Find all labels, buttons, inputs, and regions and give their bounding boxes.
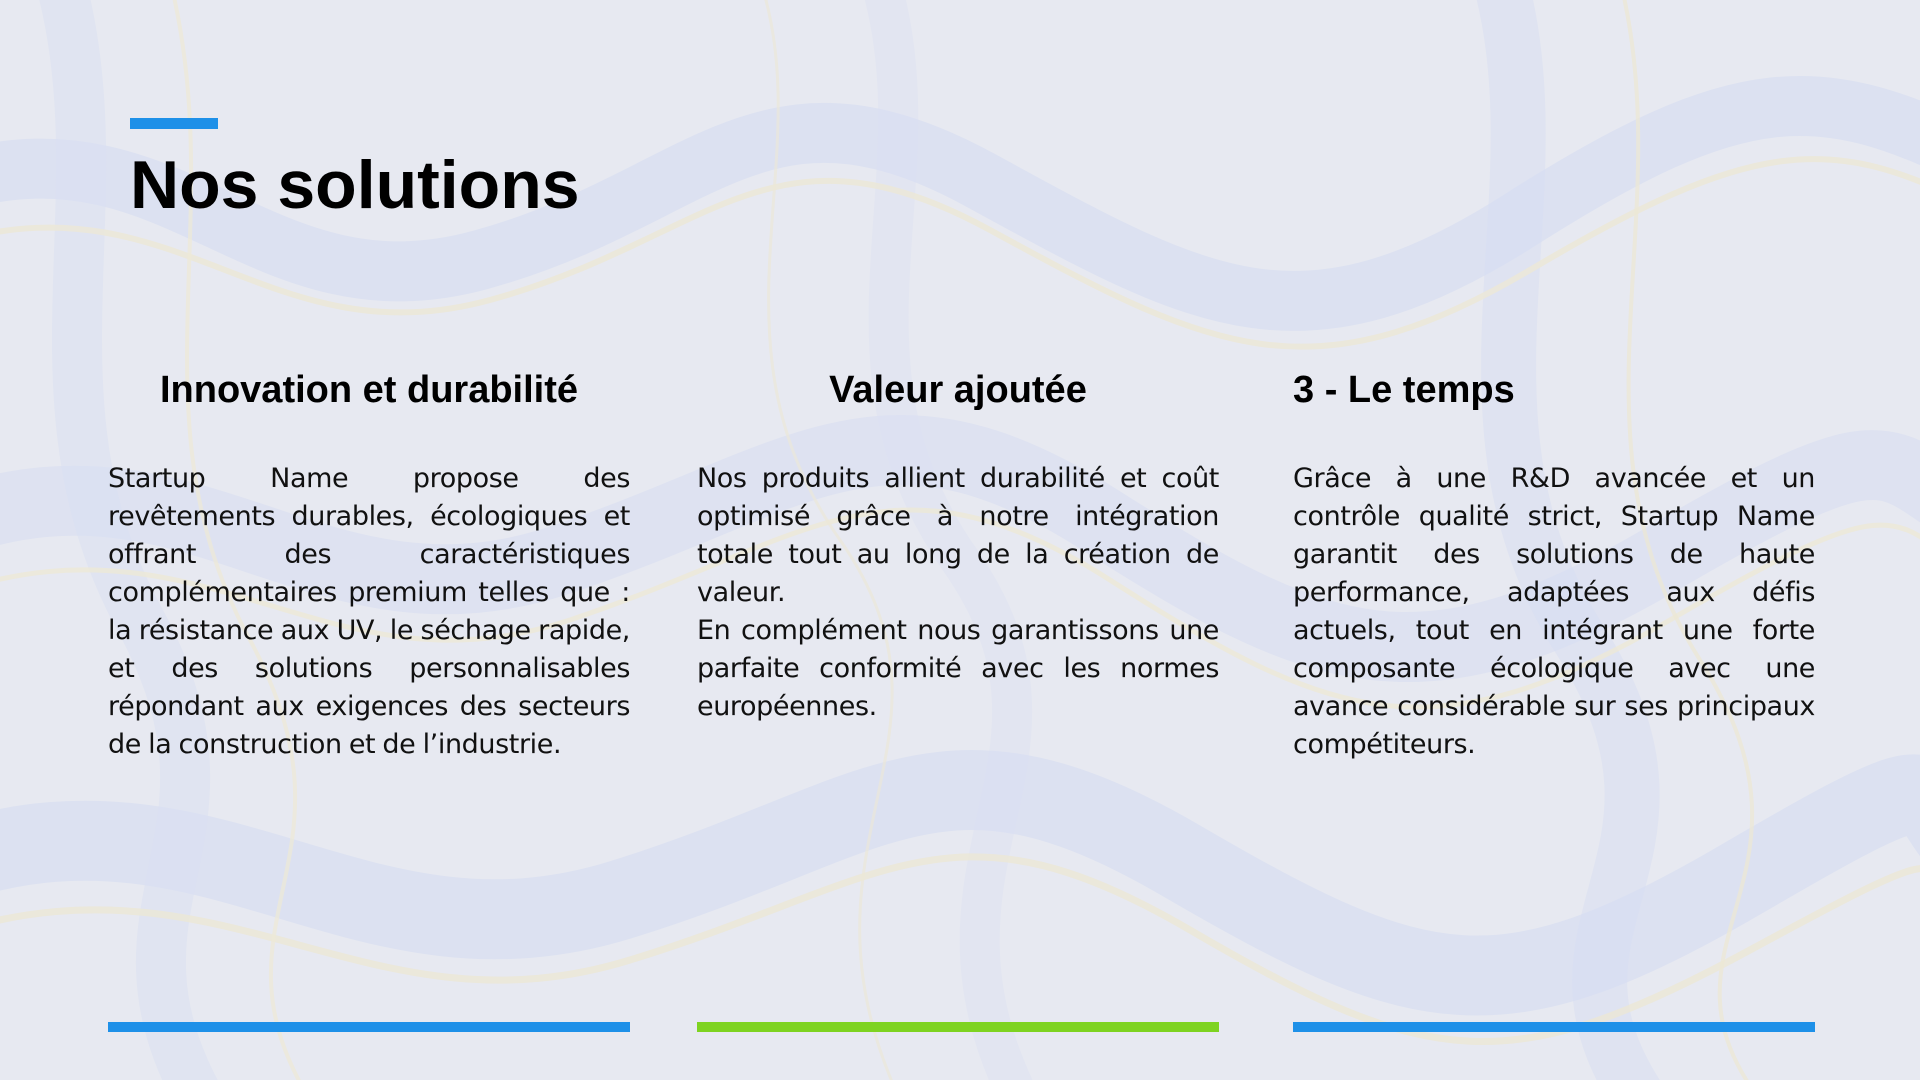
column-heading: Valeur ajoutée	[829, 369, 1087, 411]
column-heading: 3 - Le temps	[1293, 369, 1515, 411]
column-underline-blue	[1293, 1022, 1815, 1032]
column-underline-blue	[108, 1022, 630, 1032]
column-text	[1293, 460, 1815, 764]
column-text	[697, 460, 1219, 726]
solution-column-valeur	[697, 364, 1219, 726]
column-paragraph: Nos produits allient durabilité et coût optimisé grâce à notre intégration totale tout au long de la création de valeur.	[697, 463, 1219, 608]
column-paragraph: Startup Name propose des revêtements durables, écologiques et offrant des caractéristiques complémentaires premium telles que : la résistance aux UV, le séchage rapide, et des solutions personnalisables répondant aux exigences des secteurs de la construction et de l’industrie.	[108, 463, 630, 760]
title-accent-bar	[130, 118, 218, 129]
page-title: Nos solutions	[130, 147, 580, 223]
column-text	[108, 460, 630, 764]
column-underline-green	[697, 1022, 1219, 1032]
solution-column-innovation	[108, 364, 630, 764]
solution-column-temps	[1293, 364, 1815, 764]
column-paragraph: En complément nous garantissons une parfaite conformité avec les normes européennes.	[697, 615, 1219, 722]
column-heading: Innovation et durabilité	[159, 369, 579, 411]
column-paragraph: Grâce à une R&D avancée et un contrôle qualité strict, Startup Name garantit des solutions de haute performance, adaptées aux défis actuels, tout en intégrant une forte composante écologique avec une avance considérable sur ses principaux compétiteurs.	[1293, 463, 1815, 760]
